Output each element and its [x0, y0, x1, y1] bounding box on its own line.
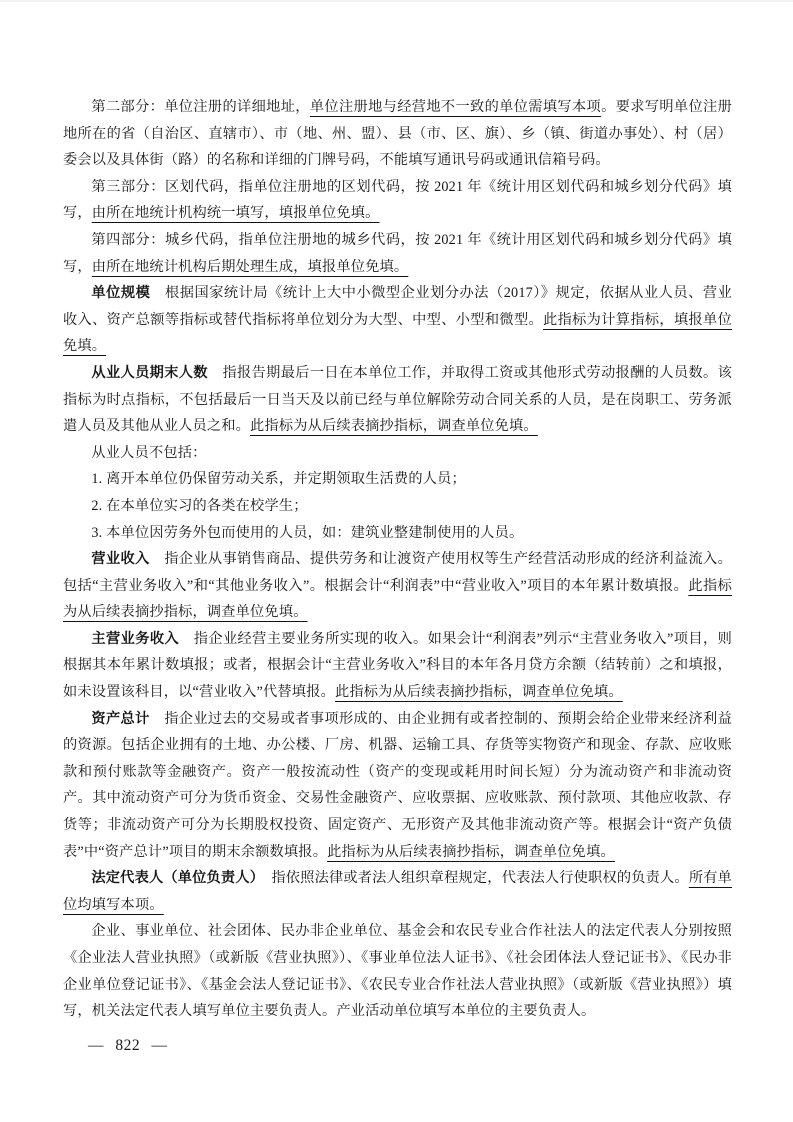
paragraph	[63, 493, 732, 520]
text-run: 企业、事业单位、社会团体、民办非企业单位、基金会和农民专业合作社法人的法定代表人分别按照《企业法人营业执照》（或新版《营业执照》）、《事业单位法人证书》、《社会团体法人登记证书》、《民办非企业单位登记证书》、《基金会法人登记证书》、《农民专业合作社法人营业执照》（或新版《营业执照》）填写，机关法定代表人填写单位主要负责人。产业活动单位填写本单位的主要负责人。	[63, 923, 732, 1020]
text-run: 2. 在本单位实习的各类在校学生；	[91, 497, 308, 514]
text-run: 1. 离开本单位仍保留劳动关系，并定期领取生活费的人员；	[91, 471, 466, 488]
paragraph	[63, 918, 732, 1024]
text-run: 第二部分：单位注册的详细地址，	[91, 99, 310, 115]
underlined-note: 此指标为从后续表摘抄指标，调查单位免填。	[327, 843, 615, 860]
paragraph	[63, 706, 732, 866]
text-run: 根据国家统计局《统计上大中小微型企业划分办法（2017）》规定，依据从业人员、营业收入、资产总额等指标或替代指标将单位划分为大型、中型、小型和微型。	[63, 285, 732, 328]
document-body	[63, 94, 732, 1025]
paragraph	[63, 440, 732, 467]
term-label: 从业人员期末人数	[91, 364, 208, 381]
page-number: — 822 —	[88, 1037, 168, 1054]
underlined-note: 此指标为从后续表摘抄指标，调查单位免填。	[63, 577, 732, 621]
term-label: 营业收入	[91, 551, 150, 568]
paragraph	[63, 227, 732, 280]
underlined-note: 由所在地统计机构统一填写，填报单位免填。	[91, 205, 380, 222]
underlined-note: 此指标为从后续表摘抄指标，调查单位免填。	[250, 418, 538, 435]
underlined-note: 单位注册地与经营地不一致的单位需填写本项	[309, 99, 602, 115]
text-run: 。要求写明单位注册地所在的省（自治区、直辖市）、市（地、州、盟）、县（市、区、旗）、乡（镇、街道办事处）、村（居）委会以及具体街（路）的名称和详细的门牌号码，不能填写通讯号码或通讯信箱号码。	[63, 99, 732, 169]
underlined-note: 由所在地统计机构后期处理生成，填报单位免填。	[91, 258, 409, 275]
text-run: 指企业经营主要业务所实现的收入。如果会计“利润表”列示“主营业务收入”项目，则根据其本年累计数填报；或者，根据会计“主营业务收入”科目的本年各月贷方余额（结转前）之和填报，如未设置该科目，以“营业收入”代替填报。	[63, 630, 732, 701]
text-run: 指企业从事销售商品、提供劳务和让渡资产使用权等生产经营活动形成的经济利益流入。包括“主营业务收入”和“其他业务收入”。根据会计“利润表”中“营业收入”项目的本年累计数填报。	[63, 551, 732, 594]
term-label: 法定代表人（单位负责人）	[91, 870, 258, 887]
text-run: 第四部分：城乡代码，指单位注册地的城乡代码，按 2021 年《统计用区划代码和城乡划分代码》填写，	[63, 231, 732, 275]
term-label: 主营业务收入	[91, 630, 180, 647]
underlined-note: 所有单位均填写本项。	[63, 870, 732, 913]
underlined-note: 此指标为计算指标，填报单位免填。	[63, 311, 732, 355]
paragraph	[63, 546, 732, 626]
underlined-note: 此指标为从后续表摘抄指标，调查单位免填。	[334, 684, 623, 701]
paragraph	[63, 520, 732, 547]
term-label: 资产总计	[91, 710, 150, 727]
text-run: 指依照法律或者法人组织章程规定，代表法人行使职权的负责人。	[257, 870, 689, 887]
paragraph	[63, 466, 732, 493]
term-label: 单位规模	[91, 285, 151, 302]
paragraph	[63, 94, 732, 174]
paragraph	[63, 174, 732, 227]
text-run: 指企业过去的交易或者事项形成的、由企业拥有或者控制的、预期会给企业带来经济利益的资源。包括企业拥有的土地、办公楼、厂房、机器、运输工具、存货等实物资产和现金、存款、应收账款和预付账款等金融资产。资产一般按流动性（资产的变现或耗用时间长短）分为流动资产和非流动资产。其中流动资产可分为货币资金、交易性金融资产、应收票据、应收账款、预付款项、其他应收款、存货等；非流动资产可分为长期股权投资、固定资产、无形资产及其他非流动资产等。根据会计“资产负债表”中“资产总计”项目的期末余额数填报。	[63, 710, 732, 860]
text-run: 第三部分：区划代码，指单位注册地的区划代码，按 2021 年《统计用区划代码和城乡划分代码》填写，	[63, 178, 732, 222]
paragraph	[63, 865, 732, 918]
paragraph	[63, 626, 732, 706]
paragraph	[63, 280, 732, 360]
text-run: 从业人员不包括：	[91, 444, 207, 461]
text-run: 3. 本单位因劳务外包而使用的人员，如：建筑业整建制使用的人员。	[91, 524, 524, 541]
paragraph	[63, 360, 732, 440]
text-run: 指报告期最后一日在本单位工作，并取得工资或其他形式劳动报酬的人员数。该指标为时点指标，不包括最后一日当天及以前已经与单位解除劳动合同关系的人员，是在岗职工、劳务派遣人员及其他从业人员之和。	[63, 364, 733, 435]
